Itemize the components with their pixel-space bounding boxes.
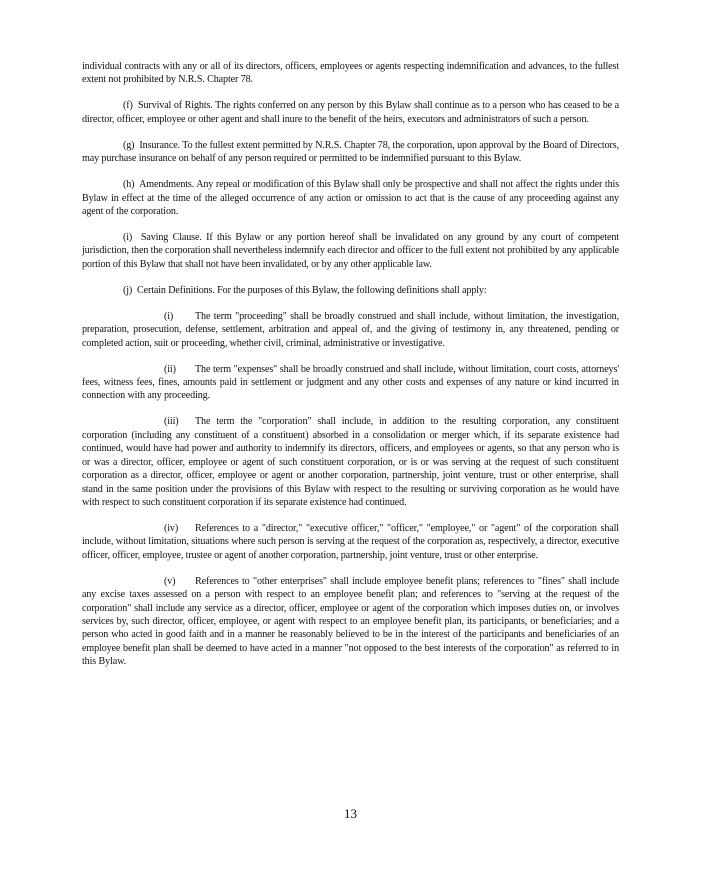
- definition-label: (v): [164, 575, 176, 587]
- definition-other-enterprises: [82, 575, 619, 669]
- definition-text: The term "expenses" shall be broadly construed and shall include, without limitation, court costs, attorneys' fees, witness fees, fines, amounts paid in settlement or judgment and any other costs and expenses of any nature or kind incurred in connection with any proceeding.: [82, 363, 619, 402]
- definition-corporation: [82, 415, 619, 509]
- page-number: 13: [344, 806, 357, 821]
- definition-label: (ii): [164, 363, 176, 375]
- paragraph-label: (h): [123, 179, 135, 191]
- paragraph-certain-definitions: [82, 284, 619, 297]
- paragraph-saving-clause: [82, 231, 619, 271]
- paragraph-label: (j): [123, 284, 133, 296]
- paragraph-label: (f): [123, 100, 133, 112]
- paragraph-text: Survival of Rights. The rights conferred on any person by this Bylaw shall continue as to a person who has ceased to be a director, officer, employee or other agent and shall inure to the benefit of the heirs, executors and administrators of such a person.: [82, 100, 620, 125]
- paragraph-label: (i): [123, 232, 133, 244]
- paragraph-text: Certain Definitions. For the purposes of this Bylaw, the following definitions shall apply:: [136, 284, 487, 296]
- definition-references-director: [82, 522, 619, 562]
- definition-label: (iv): [164, 522, 179, 534]
- paragraph-text: Saving Clause. If this Bylaw or any portion hereof shall be invalidated on any ground by any court of competent jurisdiction, then the corporation shall nevertheless indemnify each director and officer to the full extent not prohibited by any applicable portion of this Bylaw that shall not have been invalidated, or by any other applicable law.: [82, 232, 619, 270]
- paragraph-survival-of-rights: [82, 99, 619, 126]
- paragraph-text: Amendments. Any repeal or modification of this Bylaw shall only be prospective and shall not affect the rights under this Bylaw in effect at the time of the alleged occurrence of any action or omission to act that is the cause of any proceeding against any agent of the corporation.: [82, 179, 620, 218]
- paragraph-amendments: [82, 178, 619, 218]
- definition-proceeding: [82, 310, 619, 350]
- paragraph-text: Insurance. To the fullest extent permitted by N.R.S. Chapter 78, the corporation, upon approval by the Board of Directors, may purchase insurance on behalf of any person required or permitted to be indemnified pursuant to this Bylaw.: [82, 139, 619, 165]
- definition-text: References to "other enterprises" shall include employee benefit plans; references to "fines" shall include any excise taxes assessed on a person with respect to an employee benefit plan; and references to "serving at the request of the corporation" shall include any service as a director, officer, employee or agent of the corporation which imposes duties on, or involves services by, such director, officer, employee, or agent with respect to an employee benefit plan, its participants, or beneficiaries; and a person who acted in good faith and in a manner he reasonably believed to be in the interest of the participants and beneficiaries of an employee benefit plan shall be deemed to have acted in a manner "not opposed to the best interests of the corporation" as referred to in this Bylaw.: [82, 575, 619, 668]
- paragraph-continuation: [82, 60, 619, 87]
- definition-label: (iii): [164, 416, 179, 428]
- definition-text: The term "proceeding" shall be broadly construed and shall include, without limitation, the investigation, preparation, prosecution, defense, settlement, arbitration and appeal of, and the giving of testimony in, any threatened, pending or completed action, suit or proceeding, whether civil, criminal, administrative or investigative.: [82, 310, 619, 349]
- paragraph-insurance: [82, 139, 619, 166]
- paragraph-label: (g): [123, 139, 135, 151]
- paragraph-text: individual contracts with any or all of its directors, officers, employees or agents respecting indemnification and advances, to the fullest extent not prohibited by N.R.S. Chapter 78.: [82, 61, 619, 86]
- definition-text: The term the "corporation" shall include, in addition to the resulting corporation, any constituent corporation (including any constituent of a constituent) absorbed in a consolidation or merger which, if its separate existence had continued, would have had power and authority to indemnify its directors, officers, and employees or agents, so that any person who is or was a director, officer, employee or agent of such constituent corporation, or is or was serving at the request of such constituent corporation as a director, officer, employee or agent or another corporation, partnership, joint venture, trust or other enterprise, shall stand in the same position under the provisions of this Bylaw with respect to the resulting or surviving corporation as he would have with respect to such constituent corporation if its separate existence had continued.: [82, 416, 619, 508]
- definition-label: (i): [164, 310, 174, 322]
- definition-expenses: [82, 363, 619, 403]
- definition-text: References to a "director," "executive officer," "officer," "employee," or "agent" of the corporation shall include, without limitation, situations where such person is serving at the request of the corporation as, respectively, a director, executive officer, officer, employee, trustee or agent of another corporation, partnership, joint venture, trust or other enterprise.: [82, 522, 619, 561]
- document-page: [82, 60, 619, 681]
